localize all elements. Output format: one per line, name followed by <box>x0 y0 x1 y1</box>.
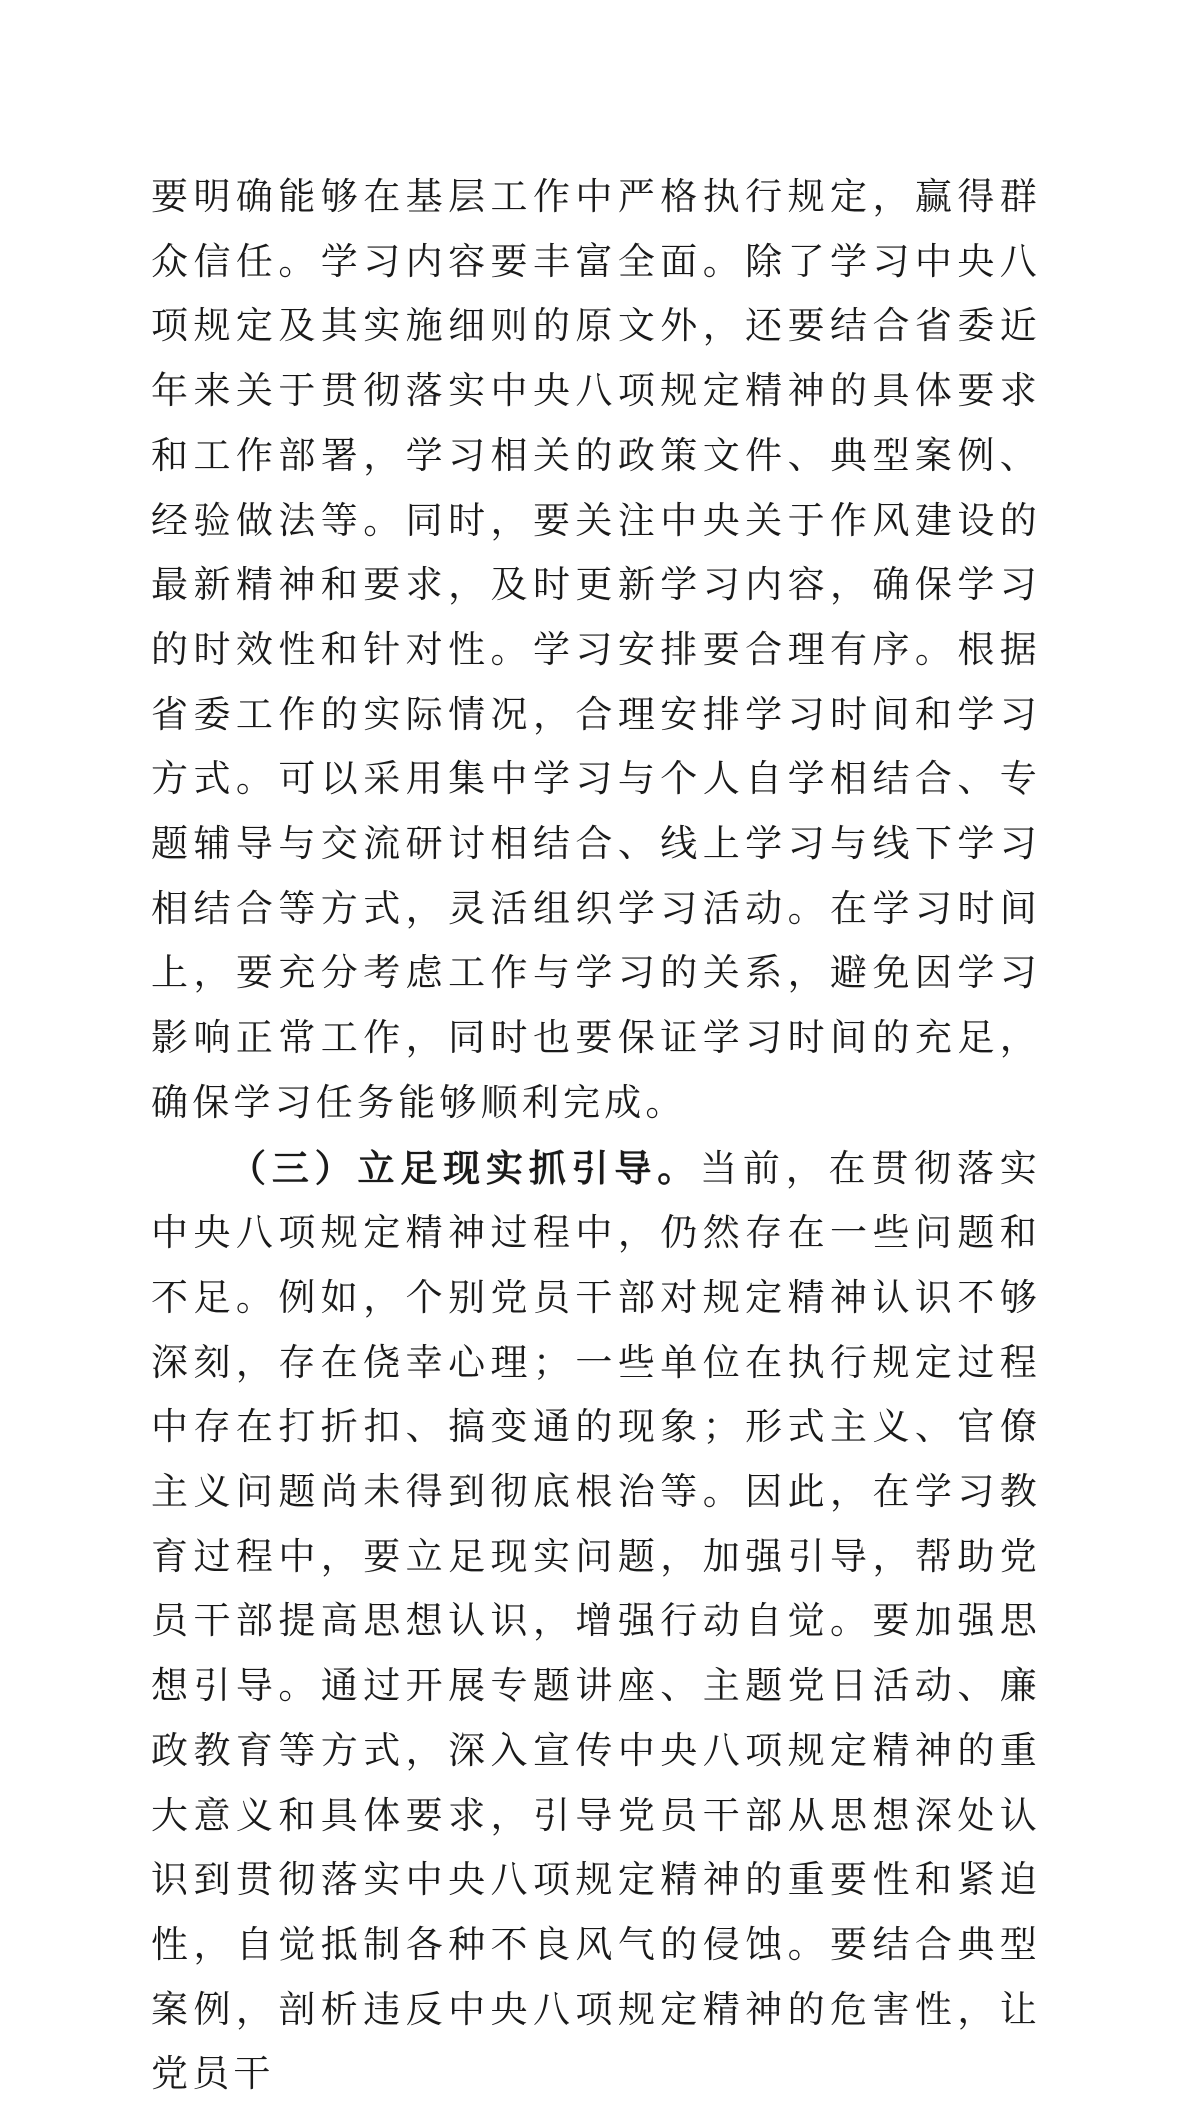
document-body <box>151 165 1041 2107</box>
paragraph-study-content <box>151 165 1041 1136</box>
section-heading: （三）立足现实抓引导。 <box>229 1145 701 1190</box>
paragraph-text: 当前，在贯彻落实中央八项规定精神过程中，仍然存在一些问题和不足。例如，个别党员干部对规定精神认识不够深刻，存在侥幸心理；一些单位在执行规定过程中存在打折扣、搞变通的现象；形式主义、官僚主义问题尚未得到彻底根治等。因此，在学习教育过程中，要立足现实问题，加强引导，帮助党员干部提高思想认识，增强行动自觉。要加强思想引导。通过开展专题讲座、主题党日活动、廉政教育等方式，深入宣传中央八项规定精神的重大意义和具体要求，引导党员干部从思想深处认识到贯彻落实中央八项规定精神的重要性和紧迫性，自觉抵制各种不良风气的侵蚀。要结合典型案例，剖析违反中央八项规定精神的危害性，让党员干 <box>151 1146 1041 2096</box>
paragraph-text: 要明确能够在基层工作中严格执行规定，赢得群众信任。学习内容要丰富全面。除了学习中央八项规定及其实施细则的原文外，还要结合省委近年来关于贯彻落实中央八项规定精神的具体要求和工作部署，学习相关的政策文件、典型案例、经验做法等。同时，要关注中央关于作风建设的最新精神和要求，及时更新学习内容，确保学习的时效性和针对性。学习安排要合理有序。根据省委工作的实际情况，合理安排学习时间和学习方式。可以采用集中学习与个人自学相结合、专题辅导与交流研讨相结合、线上学习与线下学习相结合等方式，灵活组织学习活动。在学习时间上，要充分考虑工作与学习的关系，避免因学习影响正常工作，同时也要保证学习时间的充足，确保学习任务能够顺利完成。 <box>151 175 1041 1124</box>
paragraph-section-three <box>151 1136 1041 2107</box>
